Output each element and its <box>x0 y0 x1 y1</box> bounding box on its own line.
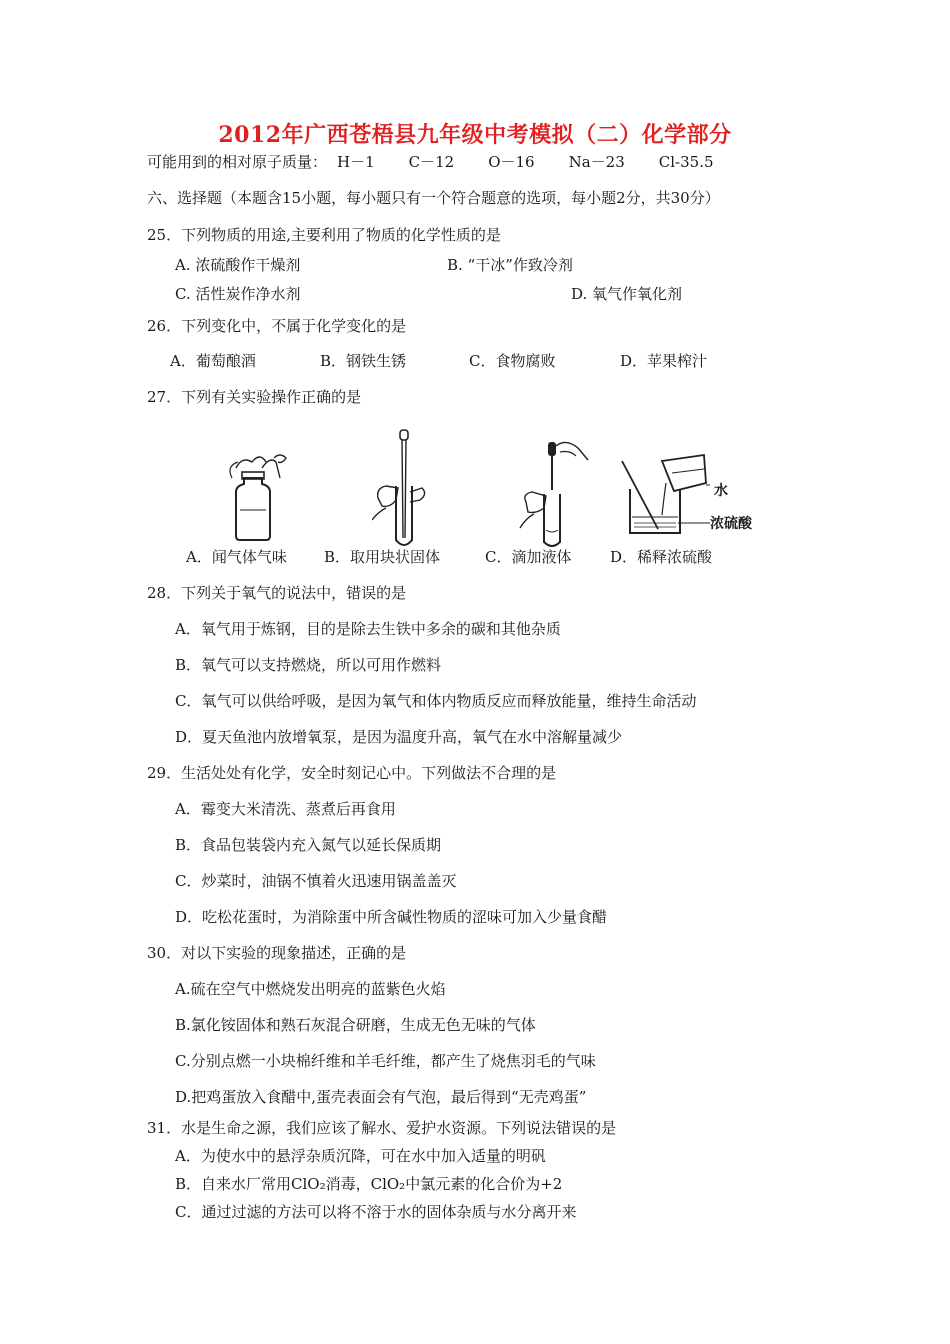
q27-option-b: B．取用块状固体 <box>324 548 441 566</box>
q28-option-c: C．氧气可以供给呼吸，是因为氧气和体内物质反应而释放能量，维持生命活动 <box>175 692 697 710</box>
q29-option-c: C．炒菜时，油锅不慎着火迅速用锅盖盖灭 <box>175 872 457 890</box>
q25-stem: 25．下列物质的用途,主要利用了物质的化学性质的是 <box>147 226 501 244</box>
atomic-mass-na: Na－23 <box>568 153 625 171</box>
q27-option-a: A．闻气体气味 <box>186 548 287 566</box>
q26-option-b: B．钢铁生锈 <box>320 352 407 370</box>
atomic-masses-label: 可能用到的相对原子质量： <box>147 153 328 171</box>
q26-option-a: A．葡萄酿酒 <box>170 352 256 370</box>
atomic-masses <box>147 152 748 172</box>
q28-option-a: A．氧气用于炼钢，目的是除去生铁中多余的碳和其他杂质 <box>175 620 561 638</box>
q31-option-c: C．通过过滤的方法可以将不溶于水的固体杂质与水分离开来 <box>175 1203 577 1221</box>
q27-figure-dilute-acid <box>618 453 710 539</box>
q25-option-d: D. 氧气作氧化剂 <box>571 285 683 303</box>
q28-option-b: B．氧气可以支持燃烧，所以可用作燃料 <box>175 656 442 674</box>
q30-option-a: A.硫在空气中燃烧发出明亮的蓝紫色火焰 <box>175 980 446 998</box>
q29-option-b: B．食品包装袋内充入氮气以延长保质期 <box>175 836 442 854</box>
q31-option-a: A．为使水中的悬浮杂质沉降，可在水中加入适量的明矾 <box>175 1147 546 1165</box>
q27-figure-smell-gas <box>222 448 292 542</box>
q25-option-c: C. 活性炭作净水剂 <box>175 285 301 303</box>
q29-option-a: A．霉变大米清洗、蒸煮后再食用 <box>175 800 396 818</box>
q28-stem: 28．下列关于氧气的说法中，错误的是 <box>147 584 407 602</box>
q30-option-b: B.氯化铵固体和熟石灰混合研磨，生成无色无味的气体 <box>175 1016 536 1034</box>
q27-figure-solid-handling <box>372 428 432 550</box>
q27-figure-dropper <box>516 438 590 550</box>
q27-option-d: D．稀释浓硫酸 <box>610 548 713 566</box>
q25-option-a: A. 浓硫酸作干燥剂 <box>175 256 301 274</box>
q30-option-d: D.把鸡蛋放入食醋中,蛋壳表面会有气泡，最后得到“无壳鸡蛋” <box>175 1088 587 1106</box>
q26-stem: 26．下列变化中，不属于化学变化的是 <box>147 317 407 335</box>
q28-option-d: D．夏天鱼池内放增氧泵，是因为温度升高，氧气在水中溶解量减少 <box>175 728 623 746</box>
q31-stem: 31．水是生命之源，我们应该了解水、爱护水资源。下列说法错误的是 <box>147 1119 617 1137</box>
q26-option-c: C．食物腐败 <box>469 352 556 370</box>
q27-figure-label-water: 水 <box>714 483 728 499</box>
q30-stem: 30．对以下实验的现象描述，正确的是 <box>147 944 407 962</box>
q27-stem: 27．下列有关实验操作正确的是 <box>147 388 362 406</box>
q30-option-c: C.分别点燃一小块棉纤维和羊毛纤维，都产生了烧焦羽毛的气味 <box>175 1052 596 1070</box>
atomic-mass-h: H－1 <box>337 153 375 171</box>
q31-option-b: B．自来水厂常用ClO₂消毒，ClO₂中氯元素的化合价为+2 <box>175 1175 563 1193</box>
q29-option-d: D．吃松花蛋时，为消除蛋中所含碱性物质的涩味可加入少量食醋 <box>175 908 608 926</box>
atomic-mass-c: C－12 <box>408 153 455 171</box>
atomic-mass-cl: Cl-35.5 <box>658 153 714 171</box>
section-heading: 六、选择题（本题含15小题，每小题只有一个符合题意的选项，每小题2分，共30分） <box>147 189 720 207</box>
atomic-mass-o: O－16 <box>488 153 535 171</box>
q25-option-b: B. “干冰”作致冷剂 <box>447 256 573 274</box>
q26-option-d: D．苹果榨汁 <box>620 352 708 370</box>
q27-figure-label-acid: 浓硫酸 <box>710 516 752 532</box>
q27-option-c: C．滴加液体 <box>485 548 572 566</box>
page-title: 2012年广西苍梧县九年级中考模拟（二）化学部分 <box>218 122 732 148</box>
q29-stem: 29．生活处处有化学，安全时刻记心中。下列做法不合理的是 <box>147 764 557 782</box>
